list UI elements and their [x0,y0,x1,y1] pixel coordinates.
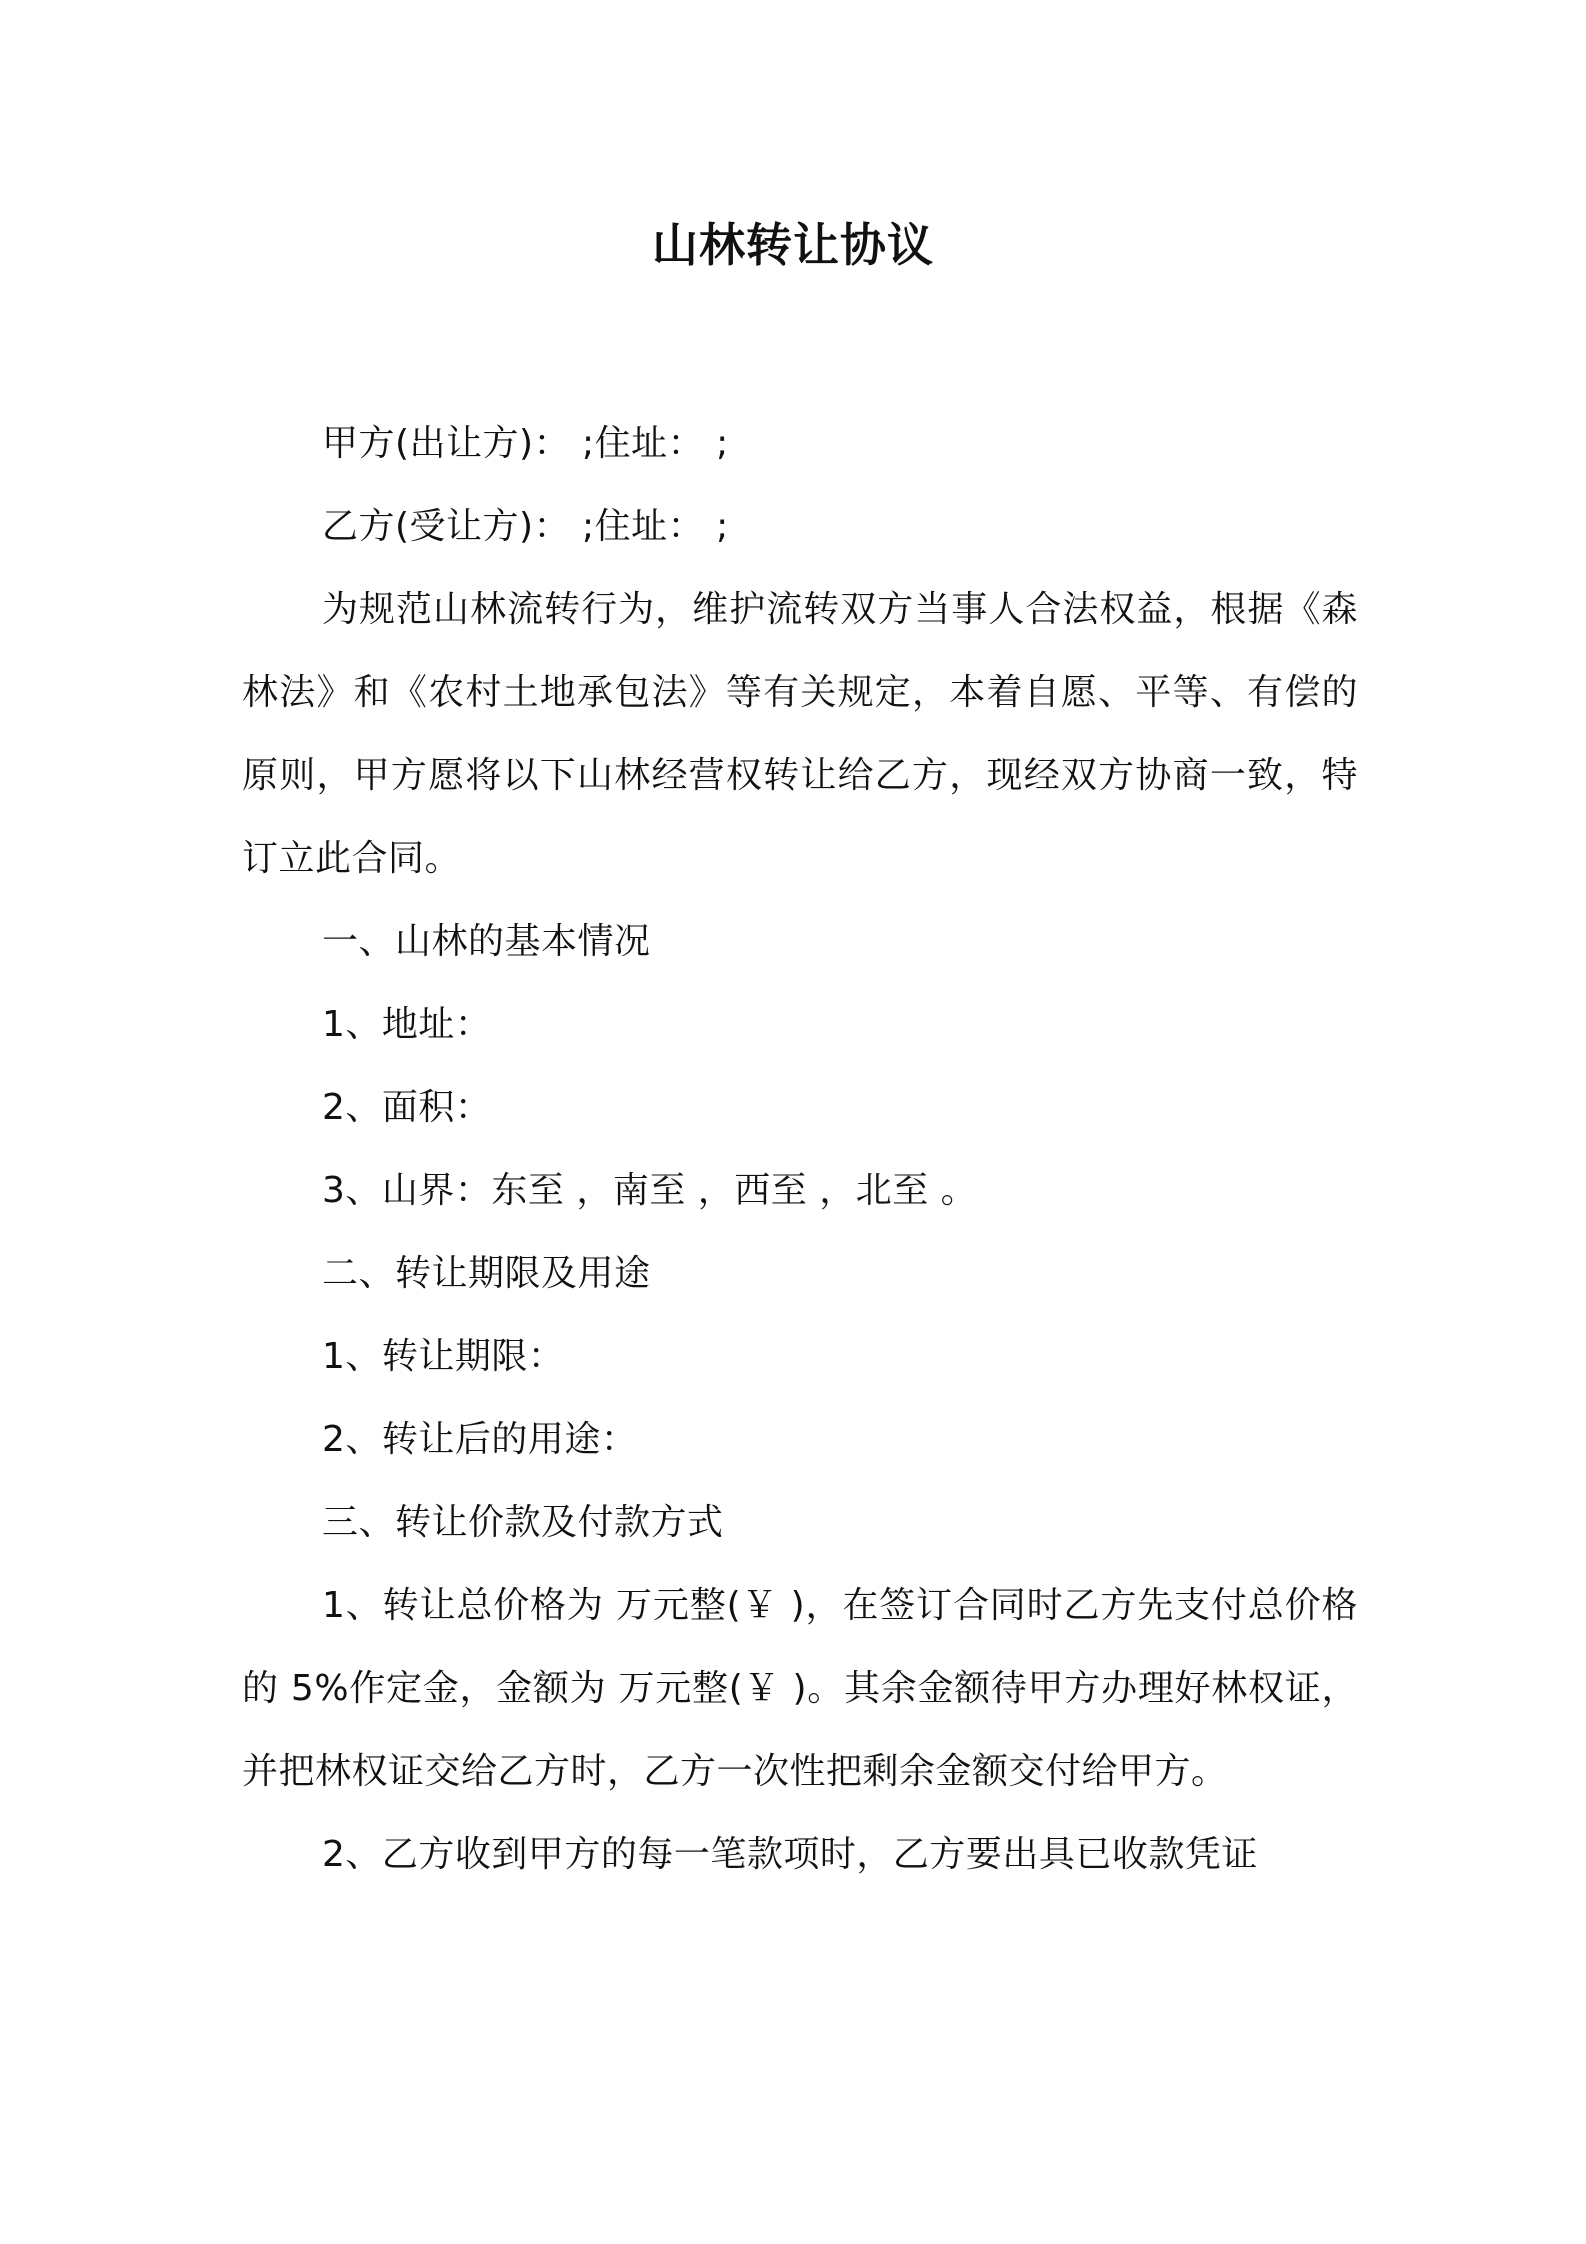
preamble-paragraph: 为规范山林流转行为，维护流转双方当事人合法权益，根据《森林法》和《农村土地承包法》等有关规定，本着自愿、平等、有偿的原则，甲方愿将以下山林经营权转让给乙方，现经双方协商一致，特订立此合同。 [242,589,1358,879]
clause-address: 1、地址： [322,1004,492,1045]
clause-boundaries: 3、山界：东至 ，南至 ，西至 ，北至 。 [322,1170,978,1211]
party-b-line: 乙方(受让方)： ;住址： ; [322,506,729,547]
clause-area: 2、面积： [322,1087,492,1128]
party-a-line: 甲方(出让方)： ;住址： ; [322,423,729,464]
clause-term: 1、转让期限： [322,1336,565,1377]
document-title: 山林转让协议 [652,218,934,272]
section-heading-2: 二、转让期限及用途 [322,1253,651,1294]
document-body [242,402,1358,1896]
clause-usage: 2、转让后的用途： [322,1419,638,1460]
clause-payment: 1、转让总价格为 万元整(￥ )，在签订合同时乙方先支付总价格的 5%作定金，金额为 万元整(￥ )。其余金额待甲方办理好林权证，并把林权证交给乙方时，乙方一次性把剩余金额交付给甲方。 [242,1585,1358,1792]
section-heading-3: 三、转让价款及付款方式 [322,1502,724,1543]
clause-receipt: 2、乙方收到甲方的每一笔款项时，乙方要出具已收款凭证 [322,1834,1258,1875]
section-heading-1: 一、山林的基本情况 [322,921,651,962]
